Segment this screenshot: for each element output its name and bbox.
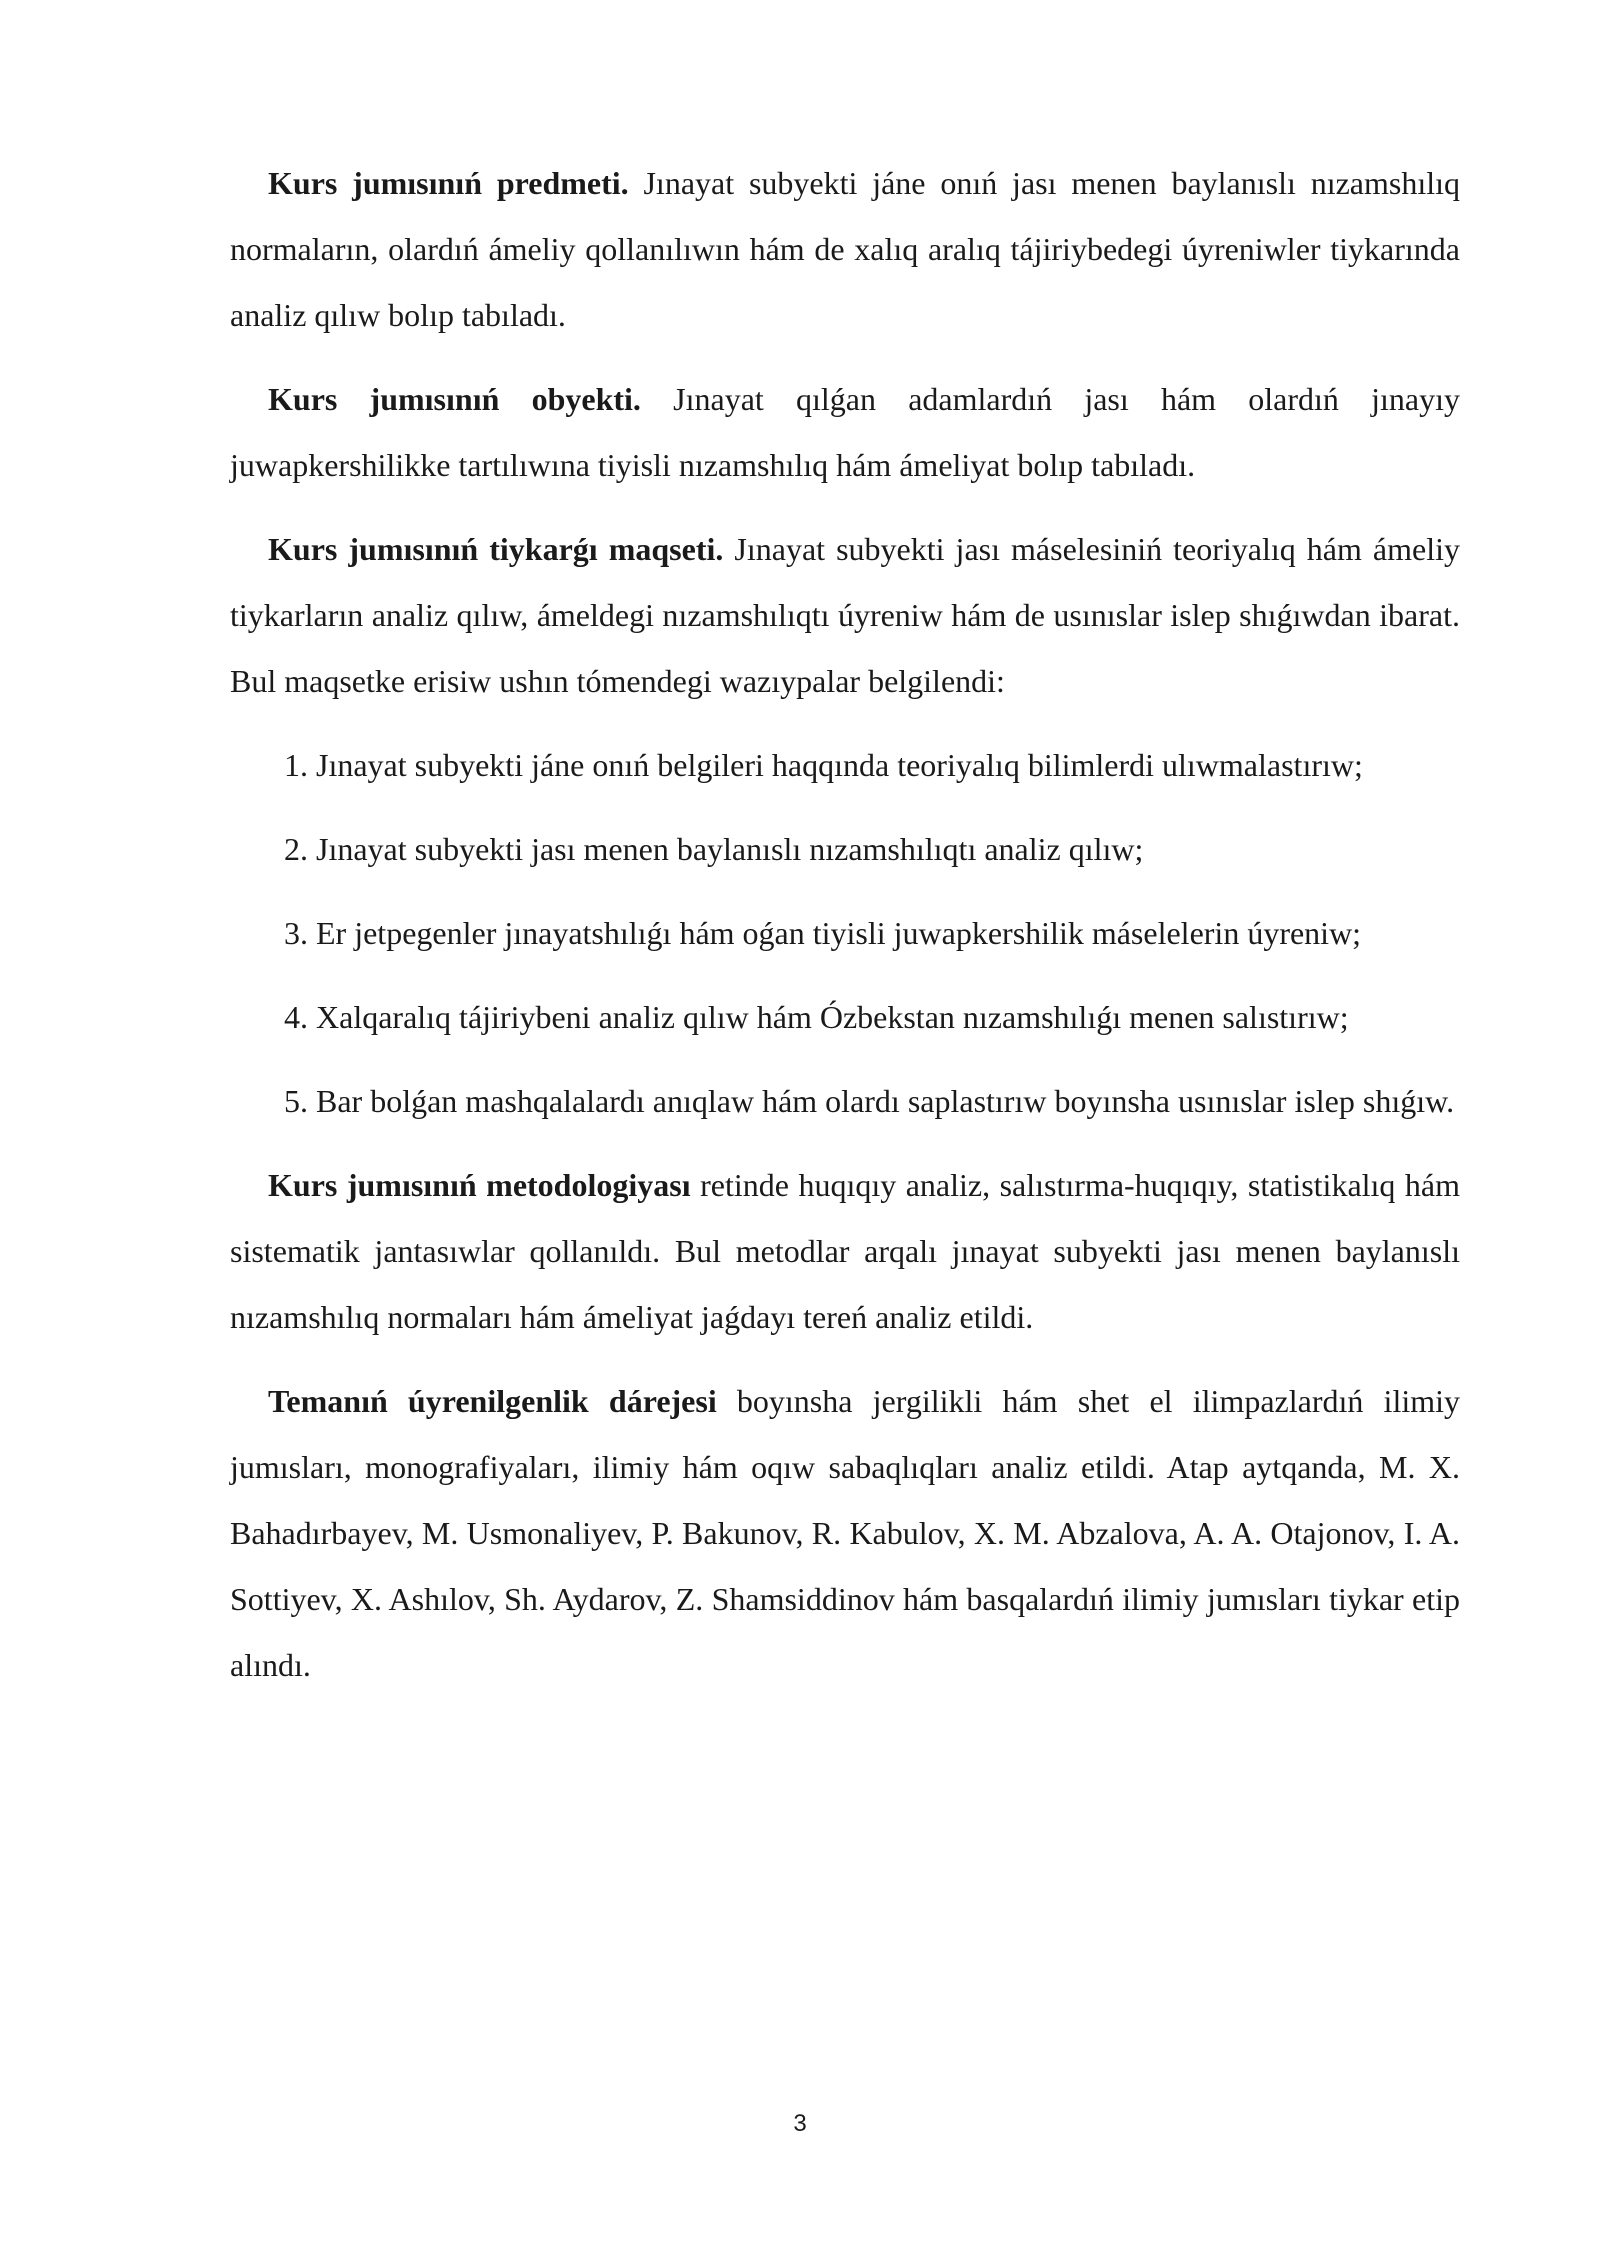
task-item-5: 5. Bar bolǵan mashqalalardı anıqlaw hám olardı saplastırıw boyınsha usınıslar islep shıǵıw. — [284, 1083, 1455, 1119]
task-item-3: 3. Er jetpegenler jınayatshılıǵı hám oǵan tiyisli juwapkershilik máselelerin úyreniw; — [284, 915, 1362, 951]
task-item-2: 2. Jınayat subyekti jası menen baylanıslı nızamshılıqtı analiz qılıw; — [284, 831, 1144, 867]
task-item-1: 1. Jınayat subyekti jáne onıń belgileri haqqında teoriyalıq bilimlerdi ulıwmalastırıw; — [284, 747, 1363, 783]
task-item-4: 4. Xalqaralıq tájiriybeni analiz qılıw hám Ózbekstan nızamshılıǵı menen salıstırıw; — [284, 999, 1349, 1035]
paragraph-metodologiya — [230, 1152, 1460, 1350]
paragraph-maqset — [230, 516, 1460, 714]
text-predmet: Jınayat subyekti jáne onıń jası menen baylanıslı nızamshılıq normaların, olardıń ámeliy qollanılıwın hám de xalıq aralıq tájiriybedegi úyreniwler tiykarında analiz qılıw bolıp tabıladı. — [230, 165, 1461, 333]
heading-dareje: Temanıń úyrenilgenlik dárejesi — [268, 1383, 717, 1419]
text-obyekt: Jınayat qılǵan adamlardıń jası hám olardıń jınayıy juwapkershilikke tartılıwına tiyisli nızamshılıq hám ámeliyat bolıp tabıladı. — [230, 381, 1461, 483]
text-metodologiya: retinde huqıqıy analiz, salıstırma-huqıqıy, statistikalıq hám sistematik jantasıwlar qollanıldı. Bul metodlar arqalı jınayat subyekti jası menen baylanıslı nızamshılıq normaları hám ámeliyat jaǵdayı tereń analiz etildi. — [230, 1167, 1461, 1335]
page-number: 3 — [793, 2110, 807, 2137]
paragraph-predmet — [230, 150, 1460, 348]
paragraph-obyekt — [230, 366, 1460, 498]
heading-predmet: Kurs jumısınıń predmeti. — [268, 165, 629, 201]
heading-metodologiya: Kurs jumısınıń metodologiyası — [268, 1167, 691, 1203]
text-maqset: Jınayat subyekti jası máselesiniń teoriyalıq hám ámeliy tiykarların analiz qılıw, ámeldegi nızamshılıqtı úyreniw hám de usınıslar islep shıǵıwdan ibarat. Bul maqsetke erisiw ushın tómendegi wazıypalar belgilendi: — [230, 531, 1461, 699]
heading-maqset: Kurs jumısınıń tiykarǵı maqseti. — [268, 531, 724, 567]
text-dareje: boyınsha jergilikli hám shet el ilimpazlardıń ilimiy jumısları, monografiyaları, ilimiy hám oqıw sabaqlıqları analiz etildi. Atap aytqanda, M. X. Bahadırbayev, M. Usmonaliyev, P. Bakunov, R. Kabulov, X. M. Abzalova, A. A. Otajonov, I. A. Sottiyev, X. Ashılov, Sh. Aydarov, Z. Shamsiddinov hám basqalardıń ilimiy jumısları tiykar etip alındı. — [230, 1383, 1461, 1683]
document-body — [230, 150, 1460, 1716]
heading-obyekt: Kurs jumısınıń obyekti. — [268, 381, 641, 417]
paragraph-dareje — [230, 1368, 1460, 1698]
